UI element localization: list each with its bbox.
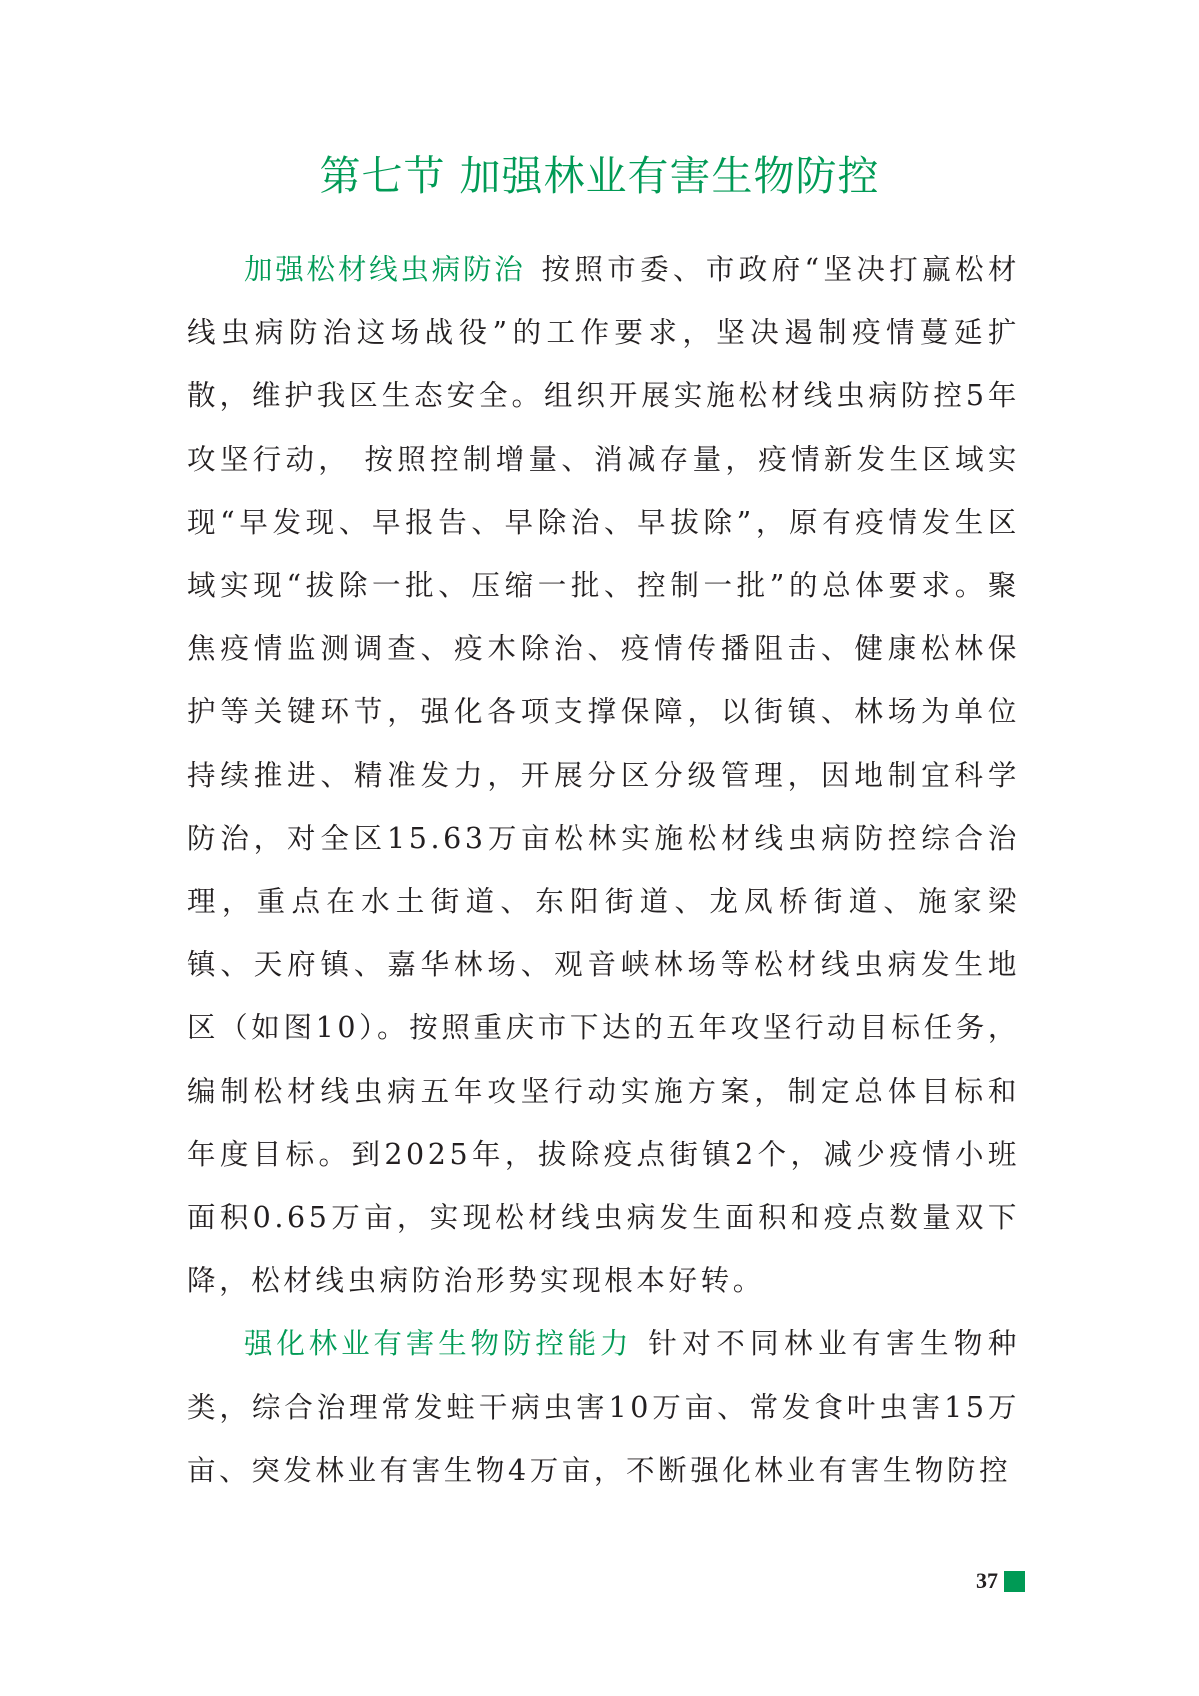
page-title: 第七节 加强林业有害生物防控 — [319, 152, 880, 200]
page-number: 37 — [976, 1568, 998, 1593]
page-marker-square-icon — [1004, 1571, 1025, 1592]
paragraph-pine-wilt-control — [187, 238, 1020, 1312]
paragraph-heading: 强化林业有害生物防控能力 — [244, 1327, 633, 1361]
paragraph-body: 针对不同林业有害生物种类，综合治理常发蛀干病虫害10万亩、常发食叶虫害15万亩、突发林业有害生物4万亩，不断强化林业有害生物防控 — [187, 1327, 1020, 1487]
body-text — [187, 238, 1020, 1502]
page-footer — [976, 1566, 1025, 1596]
paragraph-body: 按照市委、市政府“坚决打赢松材线虫病防治这场战役”的工作要求，坚决遏制疫情蔓延扩散，维护我区生态安全。组织开展实施松材线虫病防控5年攻坚行动， 按照控制增量、消减存量，疫情新发生区域实现“早发现、早报告、早除治、早拔除”，原有疫情发生区域实现“拔除一批、压缩一批、控制一批”的总体要求。聚焦疫情监测调查、疫木除治、疫情传播阻击、健康松林保护等关键环节，强化各项支撑保障，以街镇、林场为单位持续推进、精准发力，开展分区分级管理，因地制宜科学防治，对全区15.63万亩松林实施松材线虫病防控综合治理，重点在水土街道、东阳街道、龙凤桥街道、施家梁镇、天府镇、嘉华林场、观音峡林场等松材线虫病发生地区（如图10）。按照重庆市下达的五年攻坚行动目标任务，编制松材线虫病五年攻坚行动实施方案，制定总体目标和年度目标。到2025年，拔除疫点街镇2个，减少疫情小班面积0.65万亩，实现松材线虫病发生面积和疫点数量双下降，松材线虫病防治形势实现根本好转。 — [187, 253, 1020, 1298]
paragraph-heading: 加强松材线虫病防治 — [244, 253, 526, 286]
paragraph-pest-control-capacity — [187, 1312, 1020, 1502]
